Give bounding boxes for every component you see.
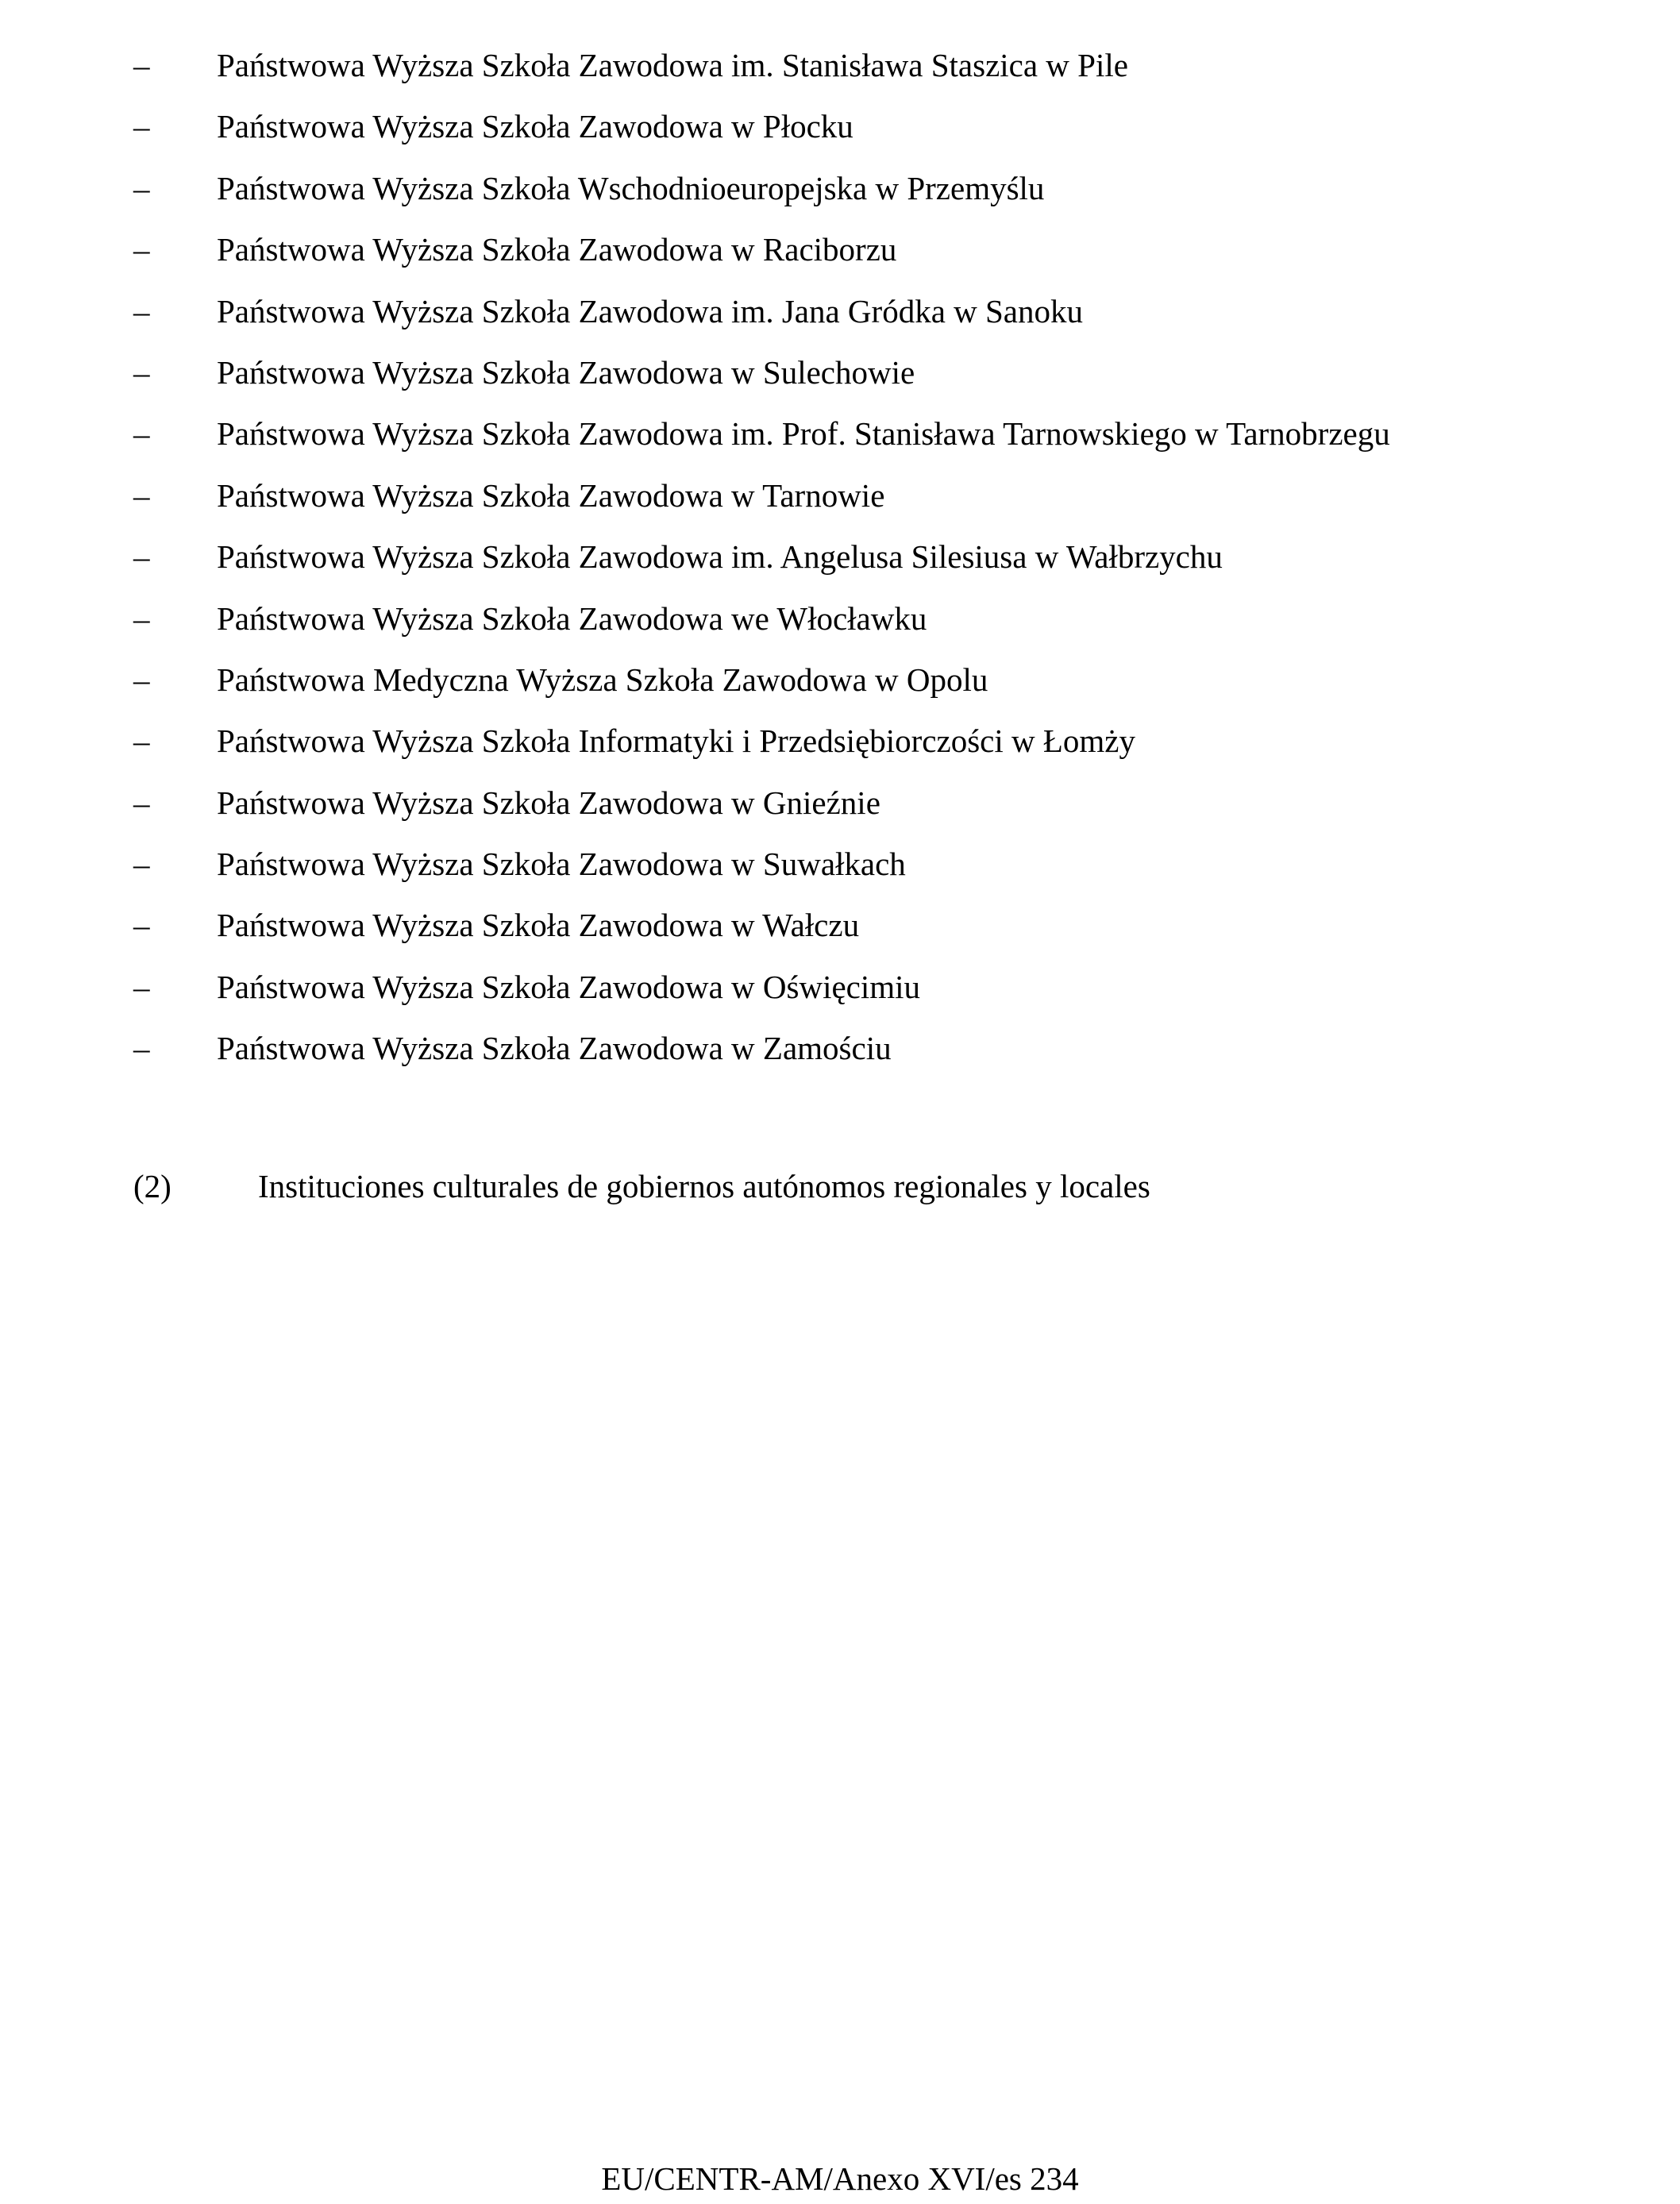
- list-item: [0, 1024, 1680, 1085]
- list-bullet: –: [133, 968, 150, 1005]
- list-bullet: –: [133, 353, 150, 391]
- list-bullet: –: [133, 846, 150, 883]
- list-bullet: –: [133, 722, 150, 760]
- list-item: [0, 840, 1680, 901]
- list-item: [0, 533, 1680, 594]
- list-bullet: –: [133, 231, 150, 268]
- list-bullet: –: [133, 599, 150, 637]
- list-item: [0, 164, 1680, 225]
- list-item-text: Państwowa Wyższa Szkoła Zawodowa w Wałczu: [217, 907, 860, 944]
- list-bullet: –: [133, 476, 150, 514]
- list-bullet: –: [133, 292, 150, 329]
- list-item-text: Państwowa Wyższa Szkoła Zawodowa w Płocku: [217, 108, 853, 145]
- institution-list: [0, 41, 1680, 1086]
- list-item: [0, 963, 1680, 1024]
- page-footer-reference: EU/CENTR-AM/Anexo XVI/es 234: [601, 2160, 1079, 2197]
- list-bullet: –: [133, 108, 150, 145]
- section-heading: [0, 1162, 1680, 1218]
- list-item-text: Państwowa Wyższa Szkoła Zawodowa im. Prof. Stanisława Tarnowskiego w Tarnobrzegu: [217, 415, 1390, 453]
- list-bullet: –: [133, 169, 150, 206]
- list-bullet: –: [133, 47, 150, 83]
- list-item-text: Państwowa Medyczna Wyższa Szkoła Zawodowa w Opolu: [217, 661, 988, 698]
- list-item-text: Państwowa Wyższa Szkoła Zawodowa w Tarnowie: [217, 476, 885, 514]
- list-item-text: Państwowa Wyższa Szkoła Zawodowa w Raciborzu: [217, 231, 897, 268]
- list-item-text: Państwowa Wyższa Szkoła Zawodowa w Gnieźnie: [217, 784, 880, 821]
- list-item-text: Państwowa Wyższa Szkoła Zawodowa im. Jana Gródka w Sanoku: [217, 292, 1084, 329]
- list-bullet: –: [133, 784, 150, 821]
- list-item: [0, 779, 1680, 840]
- list-bullet: –: [133, 907, 150, 944]
- list-item: [0, 225, 1680, 287]
- list-item: [0, 102, 1680, 164]
- list-bullet: –: [133, 1030, 150, 1067]
- list-bullet: –: [133, 538, 150, 576]
- list-item-text: Państwowa Wyższa Szkoła Zawodowa im. Stanisława Staszica w Pile: [217, 47, 1128, 83]
- list-item: [0, 349, 1680, 410]
- list-item: [0, 41, 1680, 102]
- section-number: (2): [133, 1168, 171, 1204]
- list-item-text: Państwowa Wyższa Szkoła Zawodowa w Zamościu: [217, 1030, 892, 1067]
- list-item-text: Państwowa Wyższa Szkoła Zawodowa im. Angelusa Silesiusa w Wałbrzychu: [217, 538, 1223, 576]
- list-item-text: Państwowa Wyższa Szkoła Zawodowa w Oświęcimiu: [217, 968, 921, 1005]
- list-item: [0, 656, 1680, 717]
- list-item: [0, 717, 1680, 778]
- list-item: [0, 472, 1680, 533]
- list-item: [0, 595, 1680, 656]
- section-title: Instituciones culturales de gobiernos autónomos regionales y locales: [258, 1168, 1150, 1204]
- list-bullet: –: [133, 661, 150, 698]
- list-item-text: Państwowa Wyższa Szkoła Informatyki i Przedsiębiorczości w Łomży: [217, 722, 1135, 760]
- list-item: [0, 410, 1680, 471]
- list-item: [0, 287, 1680, 349]
- list-bullet: –: [133, 415, 150, 453]
- list-item-text: Państwowa Wyższa Szkoła Zawodowa w Suwałkach: [217, 846, 906, 883]
- list-item-text: Państwowa Wyższa Szkoła Wschodnioeuropejska w Przemyślu: [217, 169, 1045, 206]
- list-item: [0, 901, 1680, 962]
- list-item-text: Państwowa Wyższa Szkoła Zawodowa we Włocławku: [217, 599, 927, 637]
- list-item-text: Państwowa Wyższa Szkoła Zawodowa w Sulechowie: [217, 353, 915, 391]
